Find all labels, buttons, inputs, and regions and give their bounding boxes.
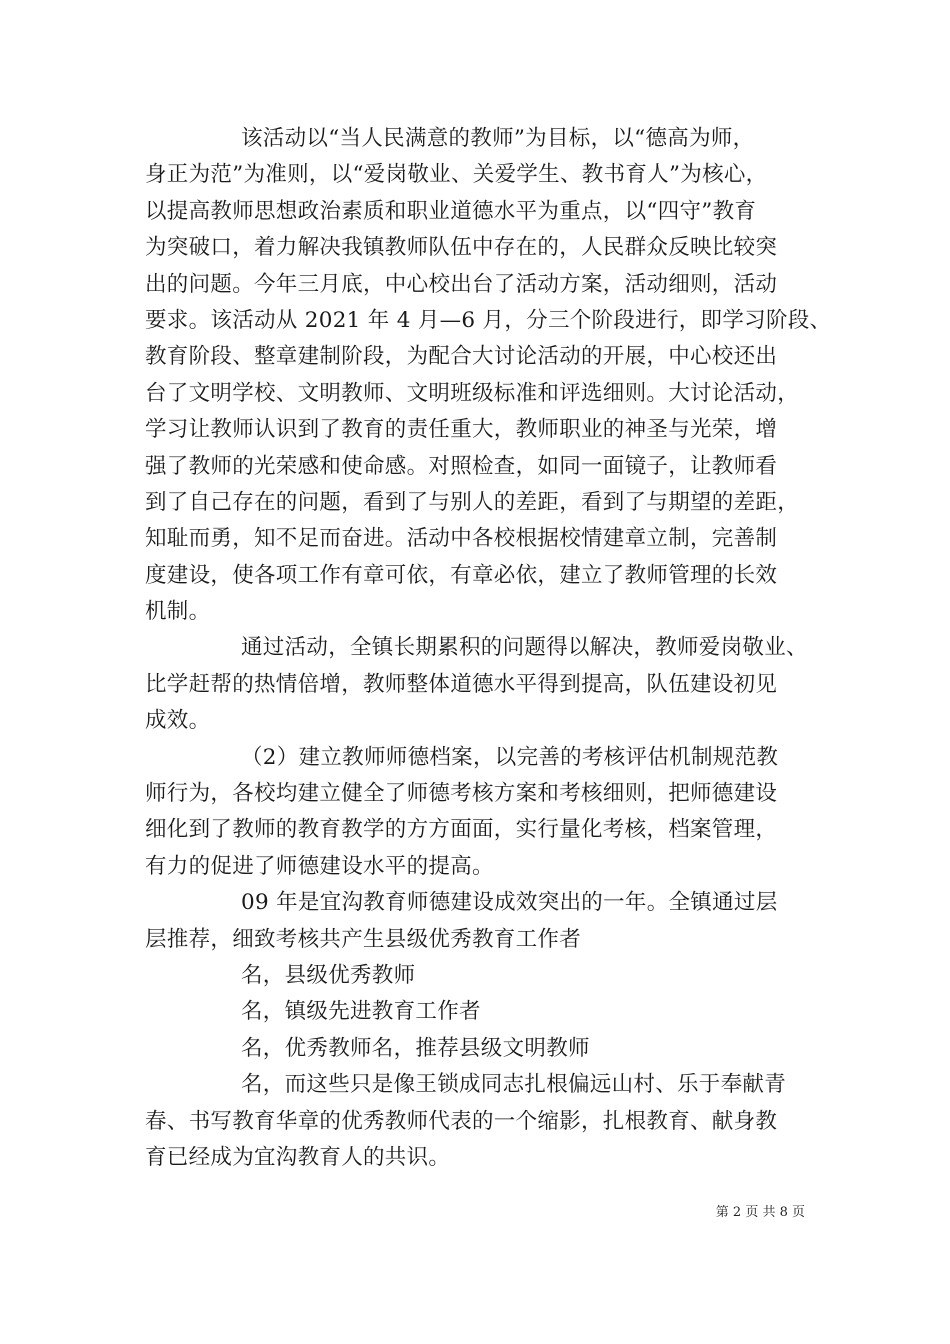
paragraph-3 <box>145 740 845 886</box>
text-line: 学习让教师认识到了教育的责任重大，教师职业的神圣与光荣，增 <box>145 417 778 443</box>
paragraph-2 <box>145 630 845 739</box>
paragraph-6 <box>145 994 845 1030</box>
page-indicator: 第 2 页 共 8 页 <box>715 1205 805 1220</box>
text-line: 身正为范”为准则，以“爱岗敬业、关爱学生、教书育人”为核心， <box>145 162 768 188</box>
document-body <box>145 121 845 1176</box>
text-line: 该活动以“当人民满意的教师”为目标，以“德高为师， <box>241 126 755 151</box>
text-line: 师行为，各校均建立健全了师德考核方案和考核细则，把师德建设 <box>145 781 778 807</box>
text-line: 成效。 <box>145 708 211 734</box>
text-line: 名，县级优秀教师 <box>241 962 416 988</box>
text-line: 细化到了教师的教育教学的方方面面，实行量化考核，档案管理， <box>145 817 778 843</box>
text-line: （2）建立教师师德档案，以完善的考核评估机制规范教 <box>241 744 779 770</box>
text-line: 春、书写教育华章的优秀教师代表的一个缩影，扎根教育、献身教 <box>145 1108 778 1134</box>
text-line: 比学赶帮的热情倍增，教师整体道德水平得到提高，队伍建设初见 <box>145 671 778 697</box>
text-line: 名，优秀教师名，推荐县级文明教师 <box>241 1035 590 1061</box>
text-line: 育已经成为宜沟教育人的共识。 <box>145 1144 451 1170</box>
text-line: 教育阶段、整章建制阶段，为配合大讨论活动的开展，中心校还出 <box>145 344 778 370</box>
text-line: 名，而这些只是像王锁成同志扎根偏远山村、乐于奉献青 <box>241 1072 787 1098</box>
text-line: 以提高教师思想政治素质和职业道德水平为重点，以“四守”教育 <box>145 198 757 224</box>
text-line: 知耻而勇，知不足而奋进。活动中各校根据校情建章立制，完善制 <box>145 526 778 552</box>
text-line: 台了文明学校、文明教师、文明班级标准和评选细则。大讨论活动， <box>145 380 800 406</box>
paragraph-4 <box>145 885 845 958</box>
text-line: 为突破口，着力解决我镇教师队伍中存在的，人民群众反映比较突 <box>145 235 778 261</box>
text-line: 有力的促进了师德建设水平的提高。 <box>145 853 494 879</box>
text-line: 强了教师的光荣感和使命感。对照检查，如同一面镜子，让教师看 <box>145 453 778 479</box>
paragraph-8 <box>145 1067 845 1176</box>
text-line: 机制。 <box>145 599 211 625</box>
text-line: 09 年是宜沟教育师德建设成效突出的一年。全镇通过层 <box>241 890 778 916</box>
text-line: 度建设，使各项工作有章可依，有章必依，建立了教师管理的长效 <box>145 562 778 588</box>
paragraph-1 <box>145 121 845 630</box>
text-line: 要求。该活动从 2021 年 4 月—6 月，分三个阶段进行，即学习阶段、 <box>145 307 832 333</box>
text-line: 层推荐，细致考核共产生县级优秀教育工作者 <box>145 926 582 952</box>
paragraph-7 <box>145 1031 845 1067</box>
paragraph-5 <box>145 958 845 994</box>
text-line: 通过活动，全镇长期累积的问题得以解决，教师爱岗敬业、 <box>241 635 808 661</box>
text-line: 到了自己存在的问题，看到了与别人的差距，看到了与期望的差距， <box>145 489 800 515</box>
page-footer <box>0 1201 805 1220</box>
text-line: 名，镇级先进教育工作者 <box>241 999 481 1025</box>
text-line: 出的问题。今年三月底，中心校出台了活动方案，活动细则，活动 <box>145 271 778 297</box>
